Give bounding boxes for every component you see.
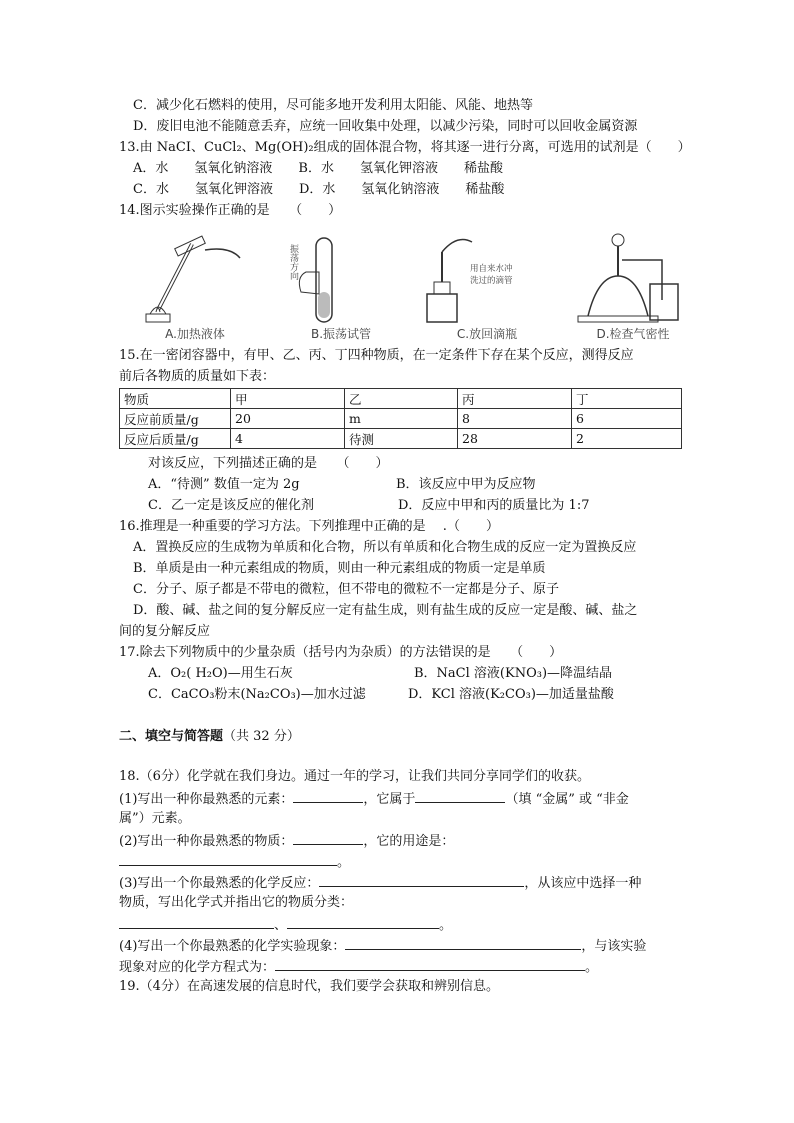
q17-option-a: A．O₂( H₂O)—用生石灰: [148, 666, 293, 681]
table-row: [120, 409, 682, 429]
caption-heating-liquid: A.加热液体: [165, 327, 225, 341]
q18-part3: [119, 873, 641, 893]
caption-returning-dropper: C.放回滴瓶: [456, 327, 518, 341]
q13-options-cd: C．水 氢氧化钾溶液 D．水 氢氧化钠溶液 稀盐酸: [133, 182, 505, 197]
section-title: 二、填空与简答题: [119, 729, 224, 744]
answer-blank-phenomenon[interactable]: [345, 936, 581, 950]
table-cell: m: [345, 409, 458, 429]
answer-blank-metal-type[interactable]: [415, 789, 505, 803]
q15-option-a: A．“待测” 数值一定为 2g: [148, 477, 300, 492]
q15-option-b: B．该反应中甲为反应物: [396, 477, 536, 492]
airtightness-drawing: [558, 232, 708, 324]
q18-p2-text-a: (2)写出一种你最熟悉的物质：: [119, 834, 294, 849]
q18-p4-text-b: ，与该实验: [581, 939, 647, 954]
q18-p3-text-b: ，从该应中选择一种: [524, 876, 642, 891]
answer-blank-element[interactable]: [293, 789, 363, 803]
figure-airtightness: [558, 232, 708, 342]
q18-part4: [119, 936, 646, 956]
q18-part3-line3: [119, 915, 452, 935]
q14-stem: 14.图示实验操作正确的是 （ ）: [119, 203, 342, 218]
mass-table: [119, 388, 682, 449]
figure-returning-dropper: [412, 232, 562, 342]
q18-stem: 18.（6分）化学就在我们身边。通过一年的学习，让我们共同分享同学们的收获。: [119, 769, 590, 784]
q18-p1-text-d: 属”）元素。: [119, 811, 191, 826]
caption-shaking-tube: B.振荡试管: [310, 327, 372, 341]
q15-option-c: C．乙一定是该反应的催化剂: [148, 498, 314, 513]
table-cell: 2: [572, 429, 682, 449]
table-header-cell: 丙: [458, 389, 572, 409]
q16-option-a: A．置换反应的生成物为单质和化合物，所以有单质和化合物生成的反应一定为置换反应: [133, 540, 637, 555]
q13-options-ab: A．水 氢氧化钠溶液 B．水 氢氧化钾溶液 稀盐酸: [133, 161, 503, 176]
q17-option-c: C．CaCO₃粉末(Na₂CO₃)—加水过滤: [148, 687, 366, 702]
q18-p3-text-e: 。: [439, 918, 453, 933]
q16-option-b: B．单质是由一种元素组成的物质，则由一种元素组成的物质一定是单质: [133, 561, 546, 576]
q18-p3-text-a: (3)写出一个你最熟悉的化学反应：: [119, 876, 320, 891]
table-cell: 8: [458, 409, 572, 429]
table-cell: 4: [231, 429, 345, 449]
shake-direction-label: 振荡方向: [288, 244, 298, 280]
answer-blank-substance[interactable]: [293, 831, 363, 845]
q18-p1-text-a: (1)写出一种你最熟悉的元素：: [119, 792, 294, 807]
table-header-cell: 丁: [572, 389, 682, 409]
q18-part1: [119, 789, 629, 809]
dropper-note-line2: 洗过的滴管: [470, 276, 513, 286]
q18-p1-text-c: （填 “金属” 或 “非金: [505, 792, 629, 807]
answer-blank-classification[interactable]: [287, 915, 439, 929]
q17-option-b: B．NaCl 溶液(KNO₃)—降温结晶: [414, 666, 613, 681]
q12-option-d: D．废旧电池不能随意丢弃，应统一回收集中处理，以减少污染，同时可以回收金属资源: [133, 119, 638, 134]
q15-ask: 对该反应，下列描述正确的是 （ ）: [148, 456, 389, 471]
table-cell: 反应前质量/g: [120, 409, 231, 429]
dropper-note-line1: 用自来水冲: [470, 264, 513, 274]
table-header-cell: 甲: [231, 389, 345, 409]
q18-p4-text-c: 现象对应的化学方程式为：: [119, 960, 276, 975]
q18-p2-text-b: ，它的用途是：: [363, 834, 455, 849]
table-header-row: [120, 389, 682, 409]
table-row: [120, 429, 682, 449]
caption-airtightness: D.检查气密性: [596, 327, 670, 341]
section-heading: [119, 728, 300, 746]
q18-p4-text-d: 。: [585, 960, 599, 975]
q18-p1-text-b: ，它属于: [363, 792, 416, 807]
q18-part2: [119, 831, 454, 851]
q18-p3-text-c: 物质，写出化学式并指出它的物质分类：: [119, 895, 354, 910]
q18-p4-text-a: (4)写出一个你最熟悉的化学实验现象：: [119, 939, 346, 954]
q18-part2-line2: [119, 852, 350, 872]
q15-stem-line2: 前后各物质的质量如下表：: [119, 369, 276, 384]
q15-stem-line1: 15.在一密闭容器中，有甲、乙、丙、丁四种物质，在一定条件下存在某个反应，测得反应: [119, 348, 634, 363]
table-header-cell: 乙: [345, 389, 458, 409]
answer-blank-usage[interactable]: [119, 852, 337, 866]
answer-blank-formula[interactable]: [119, 915, 274, 929]
table-cell: 6: [572, 409, 682, 429]
q16-option-d-line2: 间的复分解反应: [119, 624, 211, 639]
answer-blank-equation[interactable]: [275, 957, 585, 971]
table-cell: 28: [458, 429, 572, 449]
q18-part4-line2: [119, 957, 598, 977]
table-cell: 待测: [345, 429, 458, 449]
figure-shaking-tube: [266, 232, 416, 342]
q17-option-d: D．KCl 溶液(K₂CO₃)—加适量盐酸: [408, 687, 614, 702]
heating-liquid-drawing: [120, 232, 270, 324]
section-score: （共 32 分）: [223, 729, 300, 744]
table-header-cell: 物质: [120, 389, 231, 409]
q18-p3-text-d: 、: [274, 918, 288, 933]
q18-p2-text-c: 。: [337, 855, 351, 870]
q19-stem: 19.（4分）在高速发展的信息时代，我们要学会获取和辨别信息。: [119, 979, 499, 994]
figure-heating-liquid: [120, 232, 270, 342]
q12-option-c: C．减少化石燃料的使用，尽可能多地开发利用太阳能、风能、地热等: [133, 98, 533, 113]
table-cell: 反应后质量/g: [120, 429, 231, 449]
q17-stem: 17.除去下列物质中的少量杂质（括号内为杂质）的方法错误的是 （ ）: [119, 645, 563, 660]
q16-option-c: C．分子、原子都是不带电的微粒，但不带电的微粒不一定都是分子、原子: [133, 582, 559, 597]
q15-option-d: D．反应中甲和丙的质量比为 1:7: [398, 498, 590, 513]
q16-option-d-line1: D．酸、碱、盐之间的复分解反应一定有盐生成，则有盐生成的反应一定是酸、碱、盐之: [133, 603, 638, 618]
table-cell: 20: [231, 409, 345, 429]
q16-stem: 16.推理是一种重要的学习方法。下列推理中正确的是 .（ ）: [119, 519, 499, 534]
q13-stem: 13.由 NaCI、CuCl₂、Mg(OH)₂组成的固体混合物，将其逐一进行分离，可选用的试剂是（ ）: [119, 140, 691, 155]
answer-blank-reaction[interactable]: [319, 873, 524, 887]
